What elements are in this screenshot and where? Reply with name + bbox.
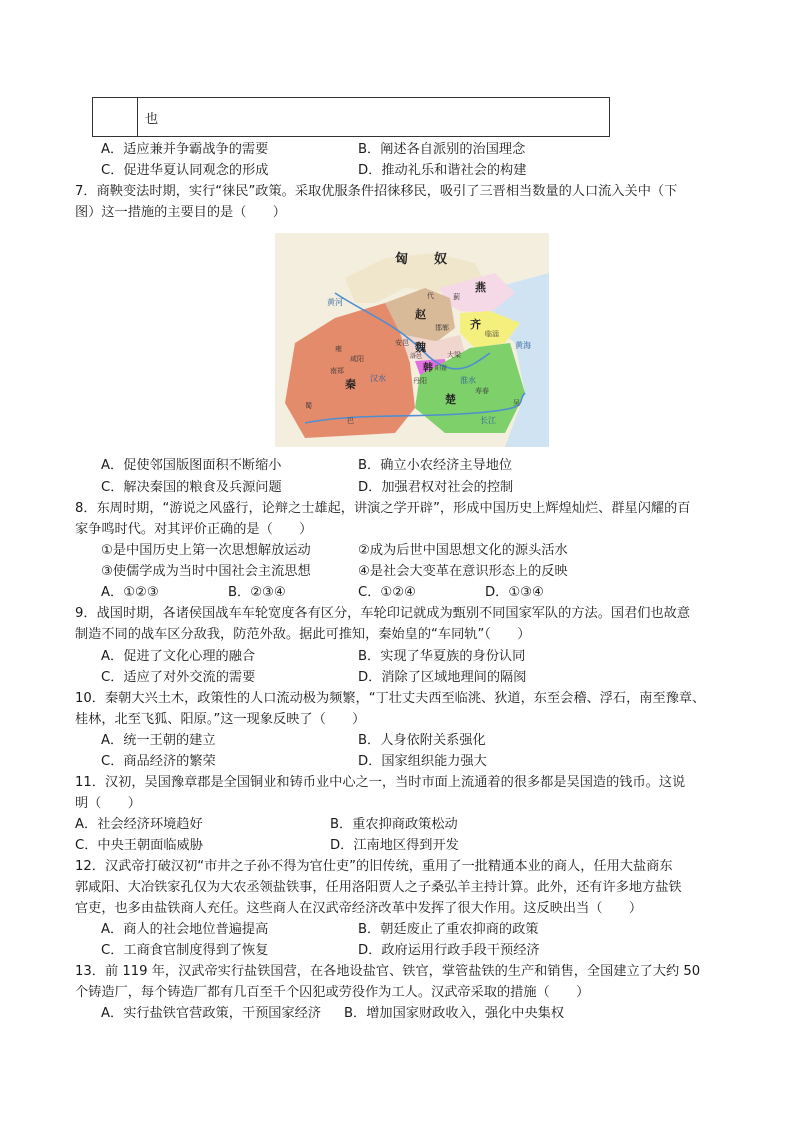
q13-stem-line1: 13．前 119 年，汉武帝实行盐铁国营，在各地设盐官、铁官，掌管盐铁的生产和销售，全国建立了大约 50 <box>75 964 701 979</box>
label-nanzheng: 南郑 <box>330 367 344 375</box>
q9-option-b: B．实现了华夏族的身份认同 <box>358 649 526 664</box>
q12-option-d: D．政府运用行政手段干预经济 <box>358 943 540 958</box>
q12-stem-line3: 官吏，也多由盐铁商人充任。这些商人在汉武帝经济改革中发挥了很大作用。这反映出当（ ） <box>75 901 643 916</box>
q12-option-a: A．商人的社会地位普遍提高 <box>101 922 269 937</box>
q8-stem-line1: 8．东周时期，“游说之风盛行，论辩之士雄起，讲演之学开辟”，形成中国历史上辉煌灿烂、群星闪耀的百 <box>75 501 691 516</box>
label-qi: 齐 <box>470 318 481 331</box>
q10-option-c: C．商品经济的繁荣 <box>101 754 216 769</box>
q10-option-b: B．人身依附关系强化 <box>358 733 486 748</box>
label-yellow-sea: 黄海 <box>515 341 531 350</box>
q11-stem-line2: 明（ ） <box>75 796 141 811</box>
q10-option-a: A．统一王朝的建立 <box>101 733 216 748</box>
q9-stem-line2: 制造不同的战车区分敌我，防范外敌。据此可推知，秦始皇的“车同轨”（ ） <box>75 627 531 642</box>
label-qin: 秦 <box>345 378 356 391</box>
q12-stem-line2: 郭咸阳、大冶铁家孔仅为大农丞领盐铁事，任用洛阳贾人之子桑弘羊主持计算。此外，还有许多地方盐铁 <box>75 880 682 895</box>
label-huai-river: 淮水 <box>460 376 476 385</box>
label-yong: 雍 <box>335 345 342 353</box>
q11-option-d: D．江南地区得到开发 <box>330 838 459 853</box>
label-yangzhai: 阳翟 <box>435 365 448 372</box>
label-shouchun: 寿春 <box>475 387 489 395</box>
label-xiongnu: 匈 奴 <box>395 252 448 267</box>
label-danyang: 丹阳 <box>413 377 427 385</box>
q11-stem-line1: 11．汉初，吴国豫章郡是全国铜业和铸币业中心之一，当时市面上流通着的很多都是吴国造的钱币。这说 <box>75 775 686 790</box>
label-zhao: 赵 <box>415 308 426 321</box>
q11-option-b: B．重农抑商政策松动 <box>330 817 458 832</box>
table-cell-empty <box>93 98 138 136</box>
label-shu: 蜀 <box>305 402 312 410</box>
q13-stem-line2: 个铸造厂，每个铸造厂都有几百至千个囚犯或劳役作为工人。汉武帝采取的措施（ ） <box>75 985 590 1000</box>
q8-item-1: ①是中国历史上第一次思想解放运动 <box>101 543 311 558</box>
q9-stem-line1: 9．战国时期，各诸侯国战车车轮宽度各有区分，车轮印记就成为甄别不同国家军队的方法。国君们也故意 <box>75 606 691 621</box>
q8-item-4: ④是社会大变革在意识形态上的反映 <box>358 564 568 579</box>
q13-option-b: B．增加国家财政收入，强化中央集权 <box>344 1006 565 1021</box>
table-cell-text: 也 <box>145 112 159 127</box>
label-yan: 燕 <box>475 281 486 294</box>
label-ji: 蓟 <box>453 293 460 301</box>
q8-option-b: B．②③④ <box>228 585 286 600</box>
q7-stem-line2: 图）这一措施的主要目的是（ ） <box>75 205 286 220</box>
q7-option-d: D．加强君权对社会的控制 <box>358 480 514 495</box>
q8-item-2: ②成为后世中国思想文化的源头活水 <box>358 543 568 558</box>
q6-option-a: A．适应兼并争霸战争的需要 <box>101 142 269 157</box>
label-han: 韩 <box>423 363 433 374</box>
label-xianyang: 咸阳 <box>350 355 364 363</box>
label-luoyi: 洛邑 <box>410 353 423 360</box>
q12-stem-line1: 12．汉武帝打破汉初“市井之子孙不得为官仕吏”的旧传统，重用了一批精通本业的商人，任用大盐商东 <box>75 859 673 874</box>
q7-option-a: A．促使邻国版图面积不断缩小 <box>101 458 282 473</box>
q7-option-b: B．确立小农经济主导地位 <box>358 458 513 473</box>
q8-option-d: D．①③④ <box>485 585 544 600</box>
q8-option-a: A．①②③ <box>101 585 159 600</box>
q10-stem-line1: 10．秦朝大兴土木，政策性的人口流动极为频繁，“丁壮丈夫西至临洮、狄道，东至会稽、浮石，南至豫章、 <box>75 691 706 706</box>
label-daliang: 大梁 <box>447 351 461 359</box>
q6-option-b: B．阐述各自派别的治国理念 <box>358 142 526 157</box>
warring-states-map <box>275 233 549 447</box>
label-handan: 邯郸 <box>435 324 449 332</box>
label-linzi: 临淄 <box>485 330 499 338</box>
q11-option-c: C．中央王朝面临威胁 <box>75 838 203 853</box>
q11-option-a: A．社会经济环境趋好 <box>75 817 203 832</box>
q13-option-a: A．实行盐铁官营政策，干预国家经济 <box>101 1006 322 1021</box>
q7-option-c: C．解决秦国的粮食及兵源问题 <box>101 480 282 495</box>
label-ba: 巴 <box>347 417 354 425</box>
q8-option-c: C．①②④ <box>358 585 416 600</box>
label-yellow-river: 黄河 <box>327 298 343 307</box>
q9-option-d: D．消除了区域地理间的隔阂 <box>358 670 527 685</box>
q9-option-c: C．适应了对外交流的需要 <box>101 670 256 685</box>
label-wu: 吴 <box>513 399 520 407</box>
q8-stem-line2: 家争鸣时代。对其评价正确的是（ ） <box>75 522 313 537</box>
label-wei: 魏 <box>415 341 426 354</box>
q10-option-d: D．国家组织能力强大 <box>358 754 487 769</box>
q7-stem-line1: 7．商鞅变法时期，实行“徕民”政策。采取优服条件招徕移民，吸引了三晋相当数量的人口流入关中（下 <box>75 184 678 199</box>
q12-option-b: B．朝廷废止了重农抑商的政策 <box>358 922 539 937</box>
q6-option-d: D．推动礼乐和谐社会的构建 <box>358 163 527 178</box>
q8-item-3: ③使儒学成为当时中国社会主流思想 <box>101 564 311 579</box>
q9-option-a: A．促进了文化心理的融合 <box>101 649 256 664</box>
label-anyi: 安邑 <box>395 339 409 347</box>
label-yangtze: 长江 <box>480 416 496 425</box>
label-chu: 楚 <box>445 393 456 406</box>
q6-option-c: C．促进华夏认同观念的形成 <box>101 163 269 178</box>
q10-stem-line2: 桂林，北至飞狐、阳原。”这一现象反映了（ ） <box>75 712 366 727</box>
table-fragment <box>92 97 610 137</box>
q12-option-c: C．工商食官制度得到了恢复 <box>101 943 269 958</box>
label-han-river: 汉水 <box>370 374 386 383</box>
label-dai: 代 <box>427 292 434 300</box>
